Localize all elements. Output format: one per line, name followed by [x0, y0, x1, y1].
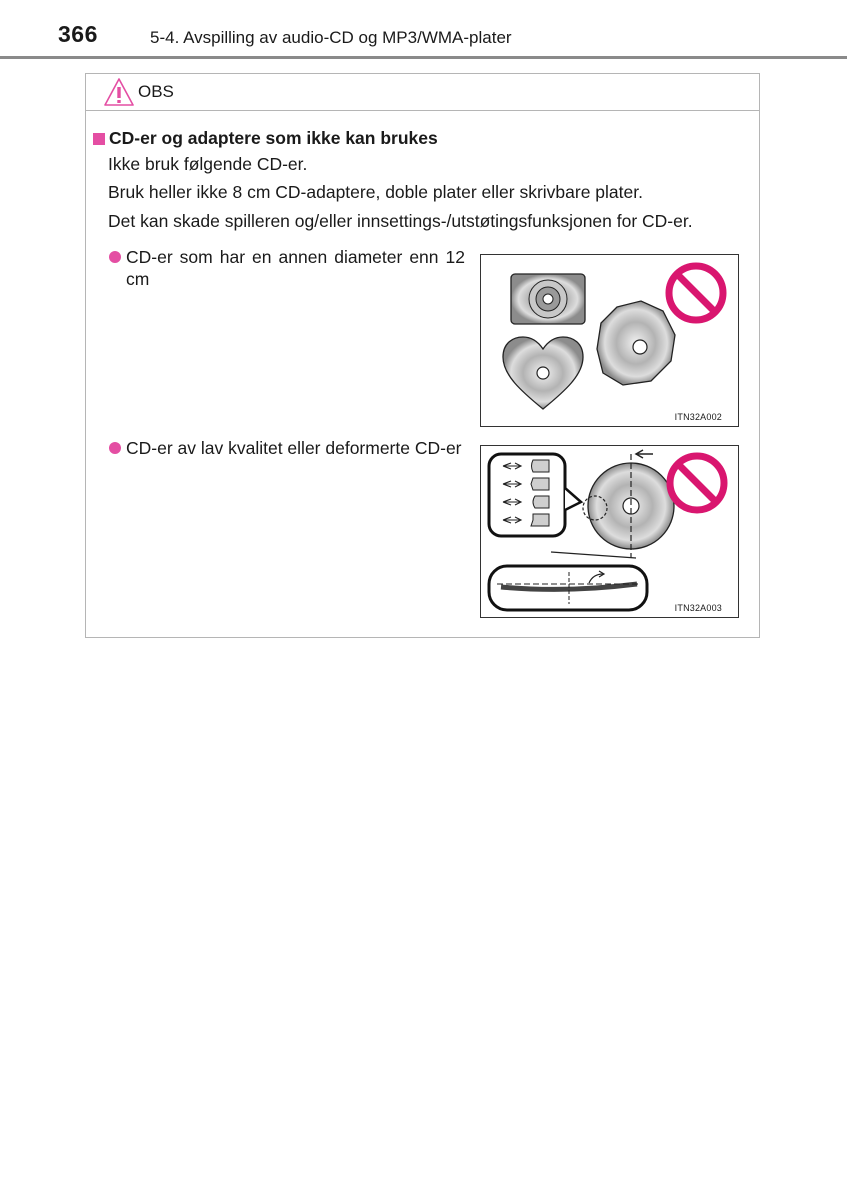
- list-item: [109, 437, 465, 459]
- chapter-title: 5-4. Avspilling av audio-CD og MP3/WMA-plater: [150, 28, 512, 47]
- prohibited-icon: [670, 456, 724, 510]
- damaged-cds-illustration: [481, 446, 738, 617]
- list-item-text: CD-er av lav kvalitet eller deformerte CD-er: [126, 438, 462, 458]
- warped-cd-icon: [489, 566, 647, 610]
- page-header: [0, 0, 847, 60]
- heart-cd-icon: [503, 337, 583, 409]
- paragraph: Ikke bruk følgende CD-er.: [108, 154, 308, 174]
- list-item-text: CD-er som har en annen diameter enn 12 cm: [126, 247, 465, 289]
- page-number: 366: [58, 21, 98, 47]
- warning-triangle-icon: [103, 77, 135, 112]
- figure-damaged-cds: [480, 445, 739, 618]
- caution-box: [85, 73, 760, 638]
- square-cd-icon: [511, 274, 585, 324]
- round-bullet-icon: [109, 251, 121, 263]
- section-heading: [93, 128, 438, 149]
- odd-shaped-cds-illustration: [481, 255, 738, 426]
- figure-code: ITN32A002: [674, 412, 722, 422]
- header-rule: [0, 56, 847, 59]
- caution-title: OBS: [138, 82, 174, 101]
- edge-profile-callout: [489, 454, 581, 536]
- prohibited-icon: [669, 266, 723, 320]
- list-item: [109, 246, 465, 290]
- square-bullet-icon: [93, 133, 105, 145]
- figure-code: ITN32A003: [674, 603, 722, 613]
- paragraph: Bruk heller ikke 8 cm CD-adaptere, doble plater eller skrivbare plater.: [108, 182, 643, 202]
- octagon-cd-icon: [597, 301, 675, 385]
- round-bullet-icon: [109, 442, 121, 454]
- section-heading-text: CD-er og adaptere som ikke kan brukes: [109, 128, 438, 148]
- caution-header: [86, 74, 759, 111]
- paragraph: Det kan skade spilleren og/eller innsettings-/utstøtingsfunksjonen for CD-er.: [108, 211, 693, 231]
- figure-odd-shaped-cds: [480, 254, 739, 427]
